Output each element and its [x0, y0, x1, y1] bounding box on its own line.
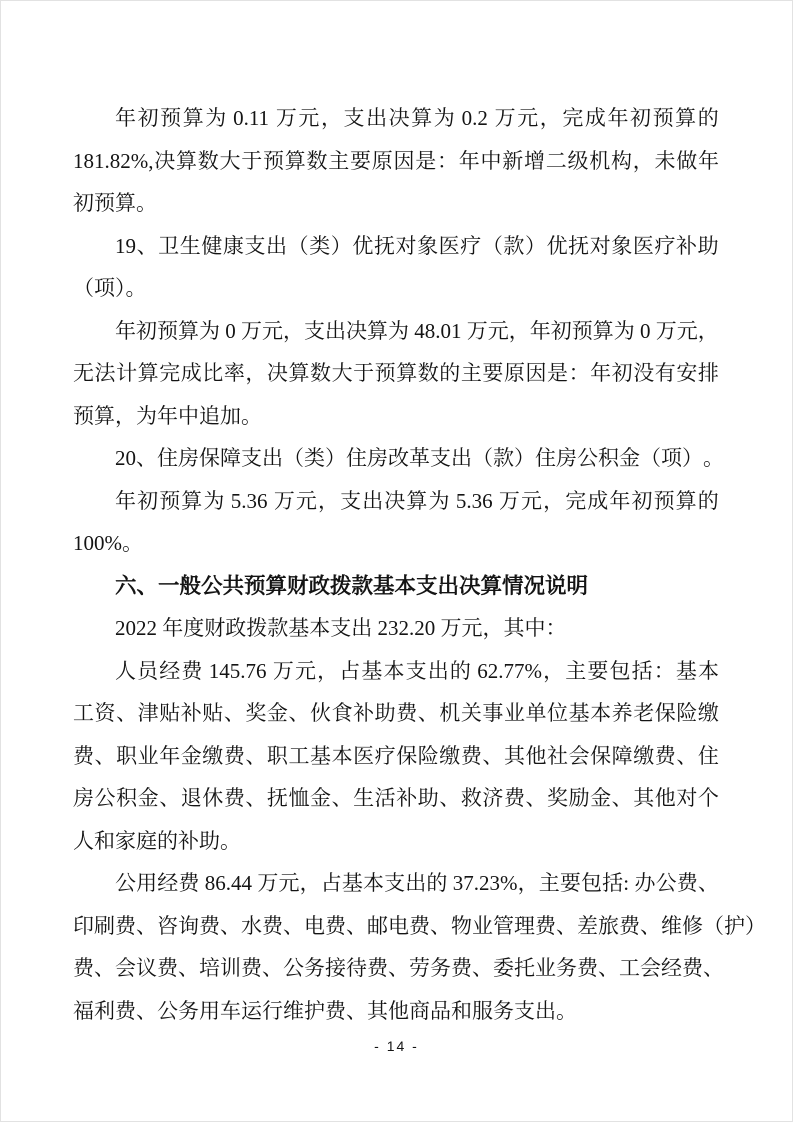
text-line: 工 资 、 津 贴 补 贴 、 奖 金 、 伙 食 补 助 费 、 机 关 事 业 单 位 基 本 养 老 保 险 缴	[73, 701, 719, 725]
text-line: 公 用 经 费 86.44 万 元 ， 占 基 本 支 出 的 37.23% ， 主 要 包 括 : 办 公 费 、	[115, 871, 719, 895]
paragraph	[73, 650, 719, 863]
text-line: 年 初 预 算 为 5.36 万 元 ， 支 出 决 算 为 5.36 万 元 ， 完 成 年 初 预 算 的	[115, 488, 719, 513]
text-line: 100%。	[73, 531, 143, 555]
text-line: 人和家庭的补助。	[73, 828, 241, 853]
text-line: 福利费、公务用车运行维护费、其他商品和服务支出。	[73, 998, 577, 1023]
text-line: 费 、 职 业 年 金 缴 费 、 职 工 基 本 医 疗 保 险 缴 费 、 其 他 社 会 保 障 缴 费 、 住	[73, 743, 719, 768]
text-line: 房 公 积 金 、 退 休 费 、 抚 恤 金 、 生 活 补 助 、 救 济 费 、 奖 励 金 、 其 他 对 个	[73, 786, 719, 810]
paragraph	[73, 480, 719, 565]
document-body	[1, 1, 792, 1032]
paragraph	[73, 310, 719, 438]
text-line: 19 、 卫 生 健 康 支 出 （ 类 ） 优 抚 对 象 医 疗 （ 款 ） 优 抚 对 象 医 疗 补 助	[115, 233, 719, 258]
paragraph	[73, 607, 719, 650]
paragraph	[73, 437, 724, 480]
text-line: 年 初 预 算 为 0 万 元 ， 支 出 决 算 为 48.01 万 元 ， 年 初 预 算 为 0 万 元 ，	[115, 318, 719, 343]
paragraph	[73, 97, 719, 225]
text-line: 六、一般公共预算财政拨款基本支出决算情况说明	[115, 573, 589, 598]
text-line: 费 、 会 议 费 、 培 训 费 、 公 务 接 待 费 、 劳 务 费 、 委 托 业 务 费 、 工 会 经 费 、	[73, 956, 724, 980]
text-line: 初预算。	[73, 191, 157, 215]
text-line: 2022 年度财政拨款基本支出 232.20 万元，其中：	[115, 616, 567, 640]
paragraph	[73, 862, 766, 1032]
text-line: 预算，为年中追加。	[73, 403, 262, 428]
section-heading	[73, 565, 719, 608]
text-line: 人 员 经 费 145.76 万 元 ， 占 基 本 支 出 的 62.77% ， 主 要 包 括 ： 基 本	[115, 658, 719, 683]
text-line: 年 初 预 算 为 0.11 万 元 ， 支 出 决 算 为 0.2 万 元 ， 完 成 年 初 预 算 的	[115, 106, 719, 130]
paragraph	[73, 225, 719, 310]
page-number: - 14 -	[374, 1038, 419, 1054]
text-line: 20 、 住 房 保 障 支 出 （ 类 ） 住 房 改 革 支 出 （ 款 ） 住 房 公 积 金 （ 项 ） 。	[115, 446, 724, 470]
text-line: 181.82%, 决 算 数 大 于 预 算 数 主 要 原 因 是 ： 年 中 新 增 二 级 机 构 ， 未 做 年	[73, 148, 719, 173]
text-line: 印 刷 费 、 咨 询 费 、 水 费 、 电 费 、 邮 电 费 、 物 业 管 理 费 、 差 旅 费 、 维 修 （ 护 ）	[73, 913, 766, 938]
text-line: （项）。	[73, 276, 147, 300]
text-line: 无 法 计 算 完 成 比 率 ， 决 算 数 大 于 预 算 数 的 主 要 原 因 是 ： 年 初 没 有 安 排	[73, 361, 719, 385]
